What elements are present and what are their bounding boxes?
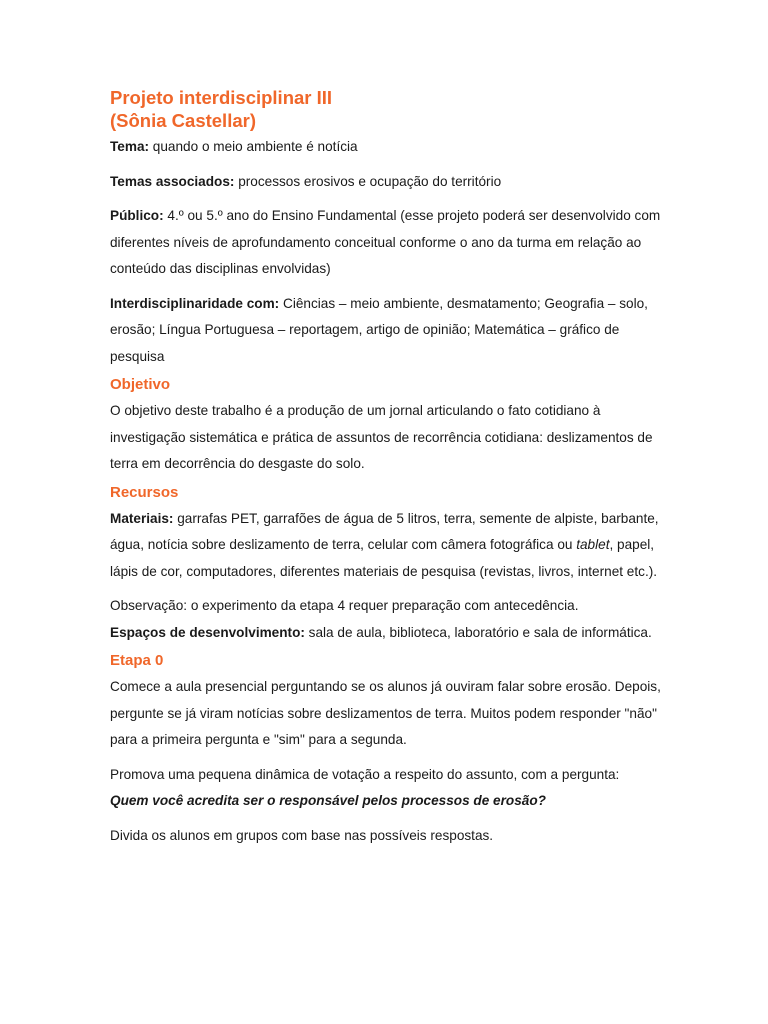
document-title xyxy=(110,86,670,132)
etapa0-paragraph-2: Promova uma pequena dinâmica de votação a respeito do assunto, com a pergunta: xyxy=(110,766,620,782)
temas-associados-text: processos erosivos e ocupação do território xyxy=(234,173,502,189)
espacos-label: Espaços de desenvolvimento: xyxy=(110,624,305,640)
tema-paragraph xyxy=(110,134,670,161)
materiais-paragraph xyxy=(110,506,670,586)
observacao-paragraph: Observação: o experimento da etapa 4 requer preparação com antecedência. xyxy=(110,598,579,613)
espacos-paragraph xyxy=(110,620,670,647)
espacos-text: sala de aula, biblioteca, laboratório e sala de informática. xyxy=(304,624,652,640)
materiais-italic: tablet xyxy=(576,537,610,552)
recursos-heading: Recursos xyxy=(110,483,179,501)
objetivo-text: O objetivo deste trabalho é a produção de um jornal articulando o fato cotidiano à investigação sistemática e prática de assuntos de recorrência cotidiana: deslizamentos de terra em decorrência do desgaste do solo. xyxy=(110,403,653,471)
materiais-label: Materiais: xyxy=(110,510,174,526)
title-line-2: (Sônia Castellar) xyxy=(110,110,256,131)
interdisciplinaridade-text: Ciências – meio ambiente, desmatamento; Geografia – solo, erosão; Língua Portuguesa – reportagem, artigo de opinião; Matemática – gráfico de pesquisa xyxy=(110,295,648,364)
publico-text: 4.º ou 5.º ano do Ensino Fundamental (esse projeto poderá ser desenvolvido com diferentes níveis de aprofundamento conceitual conforme o ano da turma em relação ao conteúdo das disciplinas envolvidas) xyxy=(110,208,661,276)
etapa0-question: Quem você acredita ser o responsável pelos processos de erosão? xyxy=(110,793,546,808)
interdisciplinaridade-label: Interdisciplinaridade com: xyxy=(110,295,280,311)
title-line-1: Projeto interdisciplinar III xyxy=(110,87,333,108)
interdisciplinaridade-paragraph xyxy=(110,291,670,371)
document-content xyxy=(110,86,670,857)
tema-text: quando o meio ambiente é notícia xyxy=(149,139,358,154)
tema-label: Tema: xyxy=(110,139,150,154)
temas-associados-label: Temas associados: xyxy=(110,173,235,189)
materiais-text-2: , papel, lápis de cor, computadores, diferentes materiais de pesquisa (revistas, livros, internet etc.). xyxy=(110,537,658,579)
etapa0-paragraph-3: Divida os alunos em grupos com base nas possíveis respostas. xyxy=(110,827,494,843)
publico-paragraph xyxy=(110,203,670,283)
objetivo-heading: Objetivo xyxy=(110,376,171,393)
etapa0-heading: Etapa 0 xyxy=(110,652,164,669)
etapa0-paragraph-1: Comece a aula presencial perguntando se os alunos já ouviram falar sobre erosão. Depois, pergunte se já viram notícias sobre deslizamentos de terra. Muitos podem responder "não" para a primeira pergunta e "sim" para a segunda. xyxy=(110,679,661,747)
temas-associados-paragraph xyxy=(110,169,670,196)
materiais-text-1: garrafas PET, garrafões de água de 5 litros, terra, semente de alpiste, barbante, água, notícia sobre deslizamento de terra, celular com câmera fotográfica ou xyxy=(110,510,659,552)
publico-label: Público: xyxy=(110,208,164,223)
